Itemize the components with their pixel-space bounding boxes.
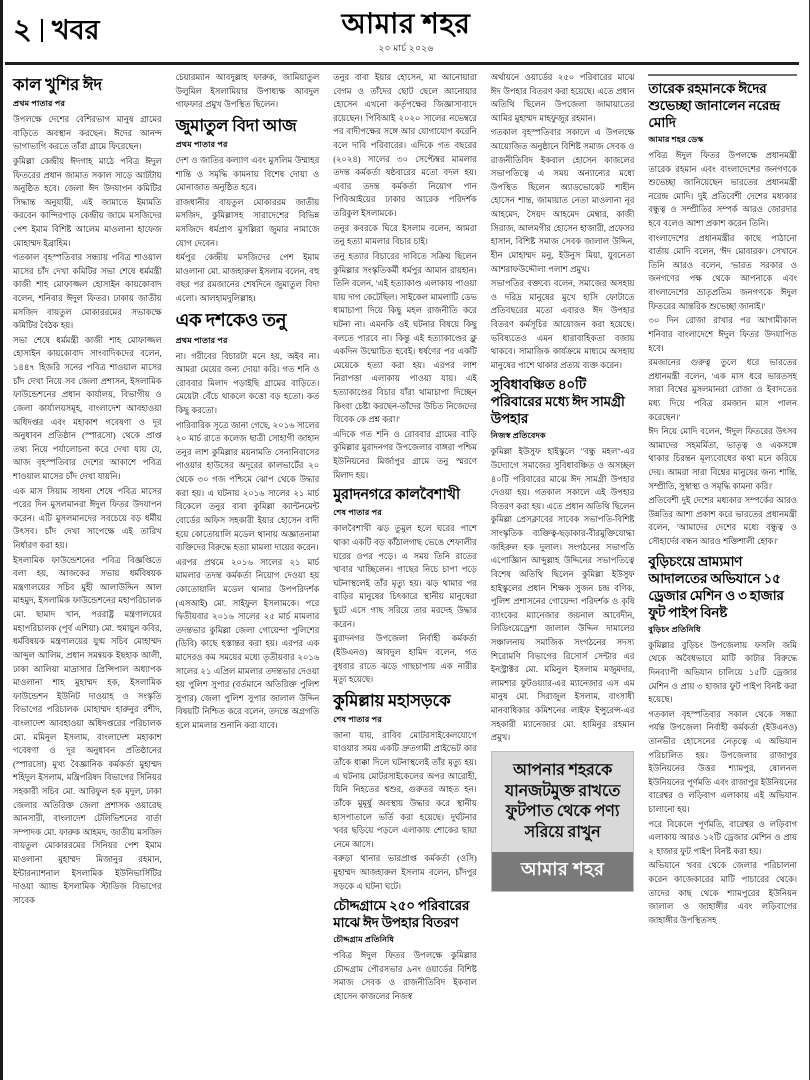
masthead-center bbox=[3, 10, 809, 56]
headline-subidhabonchito-40ti-poribar[interactable]: সুবিধাবঞ্চিত ৪০টি পরিবারের মধ্যে ঈদ সামগ্রী উপহার bbox=[490, 377, 625, 427]
article-paragraph: ৩০ দিন রোজা রাখার পর আগামীকাল শনিবার বাংলাদেশে ঈদুল ফিতর উদযাপিত হবে। bbox=[648, 316, 797, 353]
column-3 bbox=[326, 71, 484, 1067]
article-paragraph: এরপর প্রথমে ২০১৬ সালের ২১ মার্চ মামলার তদন্ত কর্মকর্তা নিয়োগ দেওয়া হয় কোতোয়ালি মডেল থানার উপপরিদর্শক (এসআই) মো. সাইফুল ইসলামকে। পরে দ্বিতীয়বার ২০১৬ সালের ২৫ মার্চ মামলার তদন্তভার কুমিল্লা জেলা গোয়েন্দা পুলিশের (ডিবি) কাছে হস্তান্তর করা হয়। এরপর এক মাসেরও কম সময়ের মধ্যে তৃতীয়বার ২০১৬ সালের ২১ এপ্রিল মামলার তদন্তভার দেওয়া হয় পুলিশ সুপার (বর্তমানে অতিরিক্ত পুলিশ সুপার) জেলা পুলিশ সুপার জালাল উদ্দিন বিষয়টি নিশ্চিত করে বলেন, তদন্তে অগ্রগতি হলে মামলার শুনানি করা যাবে। bbox=[175, 557, 320, 731]
kicker-continuation: শেষ পাতার পর bbox=[333, 508, 382, 518]
article-paragraph: জানা যায়, রাবিব মোটরসাইকেলযোগে যাওয়ার সময় একটি দ্রুতগামী প্রাইভেট কার তাঁকে ধাক্কা দিলে ঘটনাস্থলেই তাঁর মৃত্যু হয়। এ ঘটনায় মোটরসাইকেলের অপর আরোহী, যিনি নিহতের শ্বশুর, গুরুতর আহত হন। তাঁকে মুমূর্ষু অবস্থায় উদ্ধার করে স্থানীয় হাসপাতালে ভর্তি করা হয়েছে। দুর্ঘটনার খবর ছড়িয়ে পড়লে এলাকায় শোকের ছায়া নেমে আসে। bbox=[333, 730, 477, 849]
column-1 bbox=[11, 71, 169, 1067]
byline-amar-shohor-desk: আমার শহর ডেস্ক bbox=[648, 135, 704, 144]
article-paragraph: তনু হত্যার বিচারের দাবিতে সক্রিয় ছিলেন কুমিল্লার সংস্কৃতিকর্মী ধর্মপুর আমান রায়হান। তিনি বলেন, 'এই হত্যাকাণ্ড এলাকায় পাওয়া যায় দাগ কেটেছিল। সাইকেল মামলাটি ডেভ ধামাচাপা দিয়ে কিছু মহল রাজনীতি করে ঘটনা না। এমনকি ওই ঘটনার বিষয়ে কিছু বলতে পারবে না। কিন্তু এই হত্যাকাণ্ডের ক্লু একদিন উন্মোচিত হবেই। ধর্ষণের পর একটি মেয়েকে হত্যা করা হয়। এরপর লাশ নিরাপত্তা এলাকায় পাওয়া যায়। এই হত্যাকাণ্ডের বিচার যাঁরা থামাচাপা দিচ্ছেন কিংবা চেষ্টা করছেন-তাঁদের উচিত নিজেদের বিবেক কে প্রশ্ন করা।' bbox=[333, 251, 477, 425]
byline-burichong: বুড়িচং প্রতিনিধি bbox=[648, 624, 701, 634]
article-paragraph: সভাপতির বক্তব্যে বলেন, সমাজের অসহায় ও দরিদ্র মানুষের মুখে হাসি ফোটাতে প্রতিবছরের মতো এবারও ঈদ উপহার বিতরণ কর্মসূচির আয়োজন করা হয়েছে। ভবিষ্যতেও এমন ধারাবাহিকতা বজায় থাকবে। সামাজিক কার্যক্রমে মাধ্যমে অসহায় মানুষের পাশে থাকার প্রত্যয় ব্যক্ত করেন। bbox=[490, 279, 635, 370]
article-paragraph: এক মাস সিয়াম সাধনা শেষে পবিত্র মাসের পরের দিন মুসলমানরা ঈদুল ফিতর উদযাপন করেন। এটি মুসলমানদের সবচেয়ে বড় ধর্মীয় উৎসব। চাঁদ দেখা সাপেক্ষে এই তারিখ নির্ধারণ করা হয়। bbox=[13, 486, 162, 551]
article-paragraph: এদিকে গত শনি ও রোববার গ্রামের বাড়ি কুমিল্লার মুরাদনগর উপজেলার বাঙ্গরা পশ্চিম ইউনিয়নের মির্জাপুর গ্রামে তনু স্মরণে মিলাদ হয়। bbox=[333, 429, 477, 480]
article-paragraph: উপলক্ষে দেশের বেশিরভাগ মানুষ গ্রামের বাড়িতে অবস্থান করছেন। ঈদের আনন্দ ভাগাভাগি করতে তাঁরা গ্রামে ফিরেছেন। bbox=[13, 115, 162, 152]
article-paragraph: অভিযানে খবর থেকে জেলার পরিচালনা করেন কাজেকারের মাটি পাচারের থেকে। তাদের কাছ থেকে শ্যামপুরের ইউনিয়ন জালাল ও জাহাঙ্গীর এবং লড়িবাগের জাহাঙ্গীর উপস্থিতসহ bbox=[648, 861, 797, 925]
column-2 bbox=[169, 71, 327, 1067]
headline-jumatul-bida-aj[interactable]: জুমাতুল বিদা আজ bbox=[175, 115, 297, 135]
article-paragraph: প্রতিবেশী দুই দেশের মধ্যকার সম্পর্কের আরও উন্নতির আশা প্রকাশ করে ভারতের প্রধানমন্ত্রী বলেন, 'আমাদের দেশের মধ্যে বন্ধুত্ব ও সৌহার্দের বন্ধন আরও শক্তিশালী হোক।' bbox=[648, 496, 797, 547]
paper-title: আমার শহর bbox=[341, 9, 471, 40]
byline-nijoswo-protibedok: নিজস্ব প্রতিবেদক bbox=[490, 431, 546, 441]
column-4 bbox=[484, 71, 642, 1067]
kicker-continuation: প্রথম পাতার পর bbox=[13, 99, 66, 109]
kicker-continuation: শেষ পাতার পর bbox=[333, 714, 382, 724]
ad-line: সরিয়ে রাখুন bbox=[524, 824, 601, 842]
article-paragraph: কুমিল্লার বুড়িচং উপজেলায় ফসলি জমি থেকে অবৈধভাবে মাটি কাটার বিরুদ্ধে দিনব্যাপী অভিযান চালিয়ে ১৫টি ড্রেজার মেশিন ও প্রায় ৩ হাজার ফুট পাইপ বিনষ্ট করা হয়েছে। bbox=[648, 640, 797, 705]
ad-footer-brand: আমার শহর bbox=[492, 852, 634, 891]
article-paragraph: রমজানের গুরুত্ব তুলে ধরে ভারতের প্রধানমন্ত্রী বলেন, 'এক মাস ধরে ভারতসহ সারা বিশ্বের মুসলমানরা রোজা ও ইবাদতের মধ্য দিয়ে পবিত্র রমজান মাস পালন করেছেন।' bbox=[648, 358, 797, 422]
article-paragraph: ইসলামিক ফাউন্ডেশনের পবিত্র বিজ্ঞপ্তিতে বলা হয়, আজকের সভায় ধর্মবিষয়ক মন্ত্রণালয়ের সচিব মুহী আলাউদ্দিন আল মাহমুদ, ইসলামিক ফাউন্ডেশনের মহাপরিচালক মো. ছামাদ খান, পররাষ্ট্র মন্ত্রণালয়ের মহাপরিচালক (পূর্ব এশিয়া) মো. হুমায়ুন কবির, ধর্মবিষয়ক মন্ত্রণালয়ের যুগ্ম সচিব মোহাম্মদ আব্দুল আলিম, প্রধান সমন্বয়ক ইছহাক আলী, ঢাকা আলিয়া মাদ্রাসার প্রিন্সিপাল অধ্যাপক মাওলানা শাহ মুহাম্মদ হক, ইসলামিক ফাউন্ডেশন ইউনিট দাওয়াহ ও সংস্কৃতি বিভাগের পরিচালক মোহাম্মদ হারুনুর রশীদ, বাংলাদেশ আবহাওয়া অধিদপ্তরের পরিচালক মো. মমিনুল ইসলাম, বাংলাদেশ মহাকাশ গবেষণা ও দূর অনুধাবন প্রতিষ্ঠানের (স্পারসো) মুখ্য বৈজ্ঞানিক কর্মকর্তা মুহাম্মদ শহিদুল ইসলাম, মন্ত্রিপরিষদ বিভাগের সিনিয়র সহকারী সচিব মো. আরিফুল হক মৃদুল, ঢাকা জেলার অতিরিক্ত জেলা প্রশাসক ওয়ারেছ আনসারী, বাংলাদেশ টেলিভিশনের বার্তা সম্পাদক মো. ফারুক আহমদ, জাতীয় মসজিদ বায়তুল মোকাররমের সিনিয়র পেশ ইমাম মাওলানা মুহাম্মদ মিজানুর রহমান, ইন্টারন্যাশনাল ইসলামিক ইউনিভার্সিটির দাওয়া অ্যান্ড ইসলামিক স্টাডিজ বিভাগের সাবেক bbox=[13, 555, 162, 905]
article-paragraph: তনুর কবরকে ঘিরে ইসলাম বলেন, আমরা তনু হত্যা মামলার বিচার চাই। bbox=[333, 223, 477, 247]
article-paragraph: গতকাল বৃহস্পতিবার সন্ধ্যায় পবিত্র শাওয়াল মাসের চাঁদ দেখা কমিটির সভা শেষে ধর্মমন্ত্রী কাজী শাহ মোফাজ্জল হোসাইন কায়কোবাদ বলেন, শনিবার ঈদুল ফিতর। ঢাকায় জাতীয় মসজিদ বায়তুল মোকাররমের সভাকক্ষে কমিটির বৈঠক হয়। bbox=[13, 253, 162, 331]
article-paragraph: পরে বিকেলে পূর্ণমতি, বারেশ্বর ও লড়িবাগ এলাকায় আরও ১২টি ড্রেজার মেশিন ও প্রায় ২ হাজার ফুট পাইপ বিনষ্ট করা হয়। bbox=[648, 819, 797, 856]
ad-line: আপনার শহরকে bbox=[513, 761, 613, 779]
article-paragraph: অর্থায়নে ওয়ার্ডের ২৫০ পরিবারের মাঝে ঈদ উপহার বিতরণ করা হয়েছে। এতে প্রধান অতিথি ছিলেন উপজেলা জামায়াতের আমির মুহাম্মদ মাহফুজুর রহমান। bbox=[490, 73, 635, 123]
article-paragraph: মুরাদনগর উপজেলা নির্বাহী কর্মকর্তা (ইউএনও) আবদুল হামিদ বলেন, গত বুধবার রাতে ঝড়ে গাছচাপায় এক নারীর মৃত্যু হয়েছে। bbox=[333, 634, 477, 685]
section-name: খবর bbox=[51, 15, 100, 45]
article-paragraph: কালবৈশাখী ঝড় তুমুল হলে ঘরের পাশে থাকা একটি বড় কাঁঠালগাছ ভেঙে শেফালীর ঘরের ওপর পড়ে। এ সময় তিনি রাতের খাবার খাচ্ছিলেন। গাছের নিচে চাপা পড়ে ঘটনাস্থলেই তাঁর মৃত্যু হয়। ঝড় থামার পর বাড়ির মানুষের চিৎকারে স্থানীয় মানুষেরা ছুটে এসে গাছ সরিয়ে তার মরদেহ উদ্ধার করেন। bbox=[333, 524, 477, 629]
column-5 bbox=[641, 71, 799, 1067]
masthead bbox=[3, 0, 809, 62]
byline-chouddogram: চৌদ্দগ্রাম প্রতিনিধি bbox=[333, 935, 395, 945]
article-paragraph: না। গরীবের বিচারটা মনে হয়, অইব না। আমরা মেয়ের জন্য দোয়া করি। গত শনি ও রোববার মিলাদ পড়াইছি গ্রামের বাড়িতে। মেয়েটা বেঁচে থাকলে কত্তো বড় হতো। কত কিছু করতো। bbox=[175, 351, 320, 416]
article-paragraph: পারিবারিক সূত্রে জানা গেছে, ২০১৬ সালের ২০ মার্চ রাতে কলেজ ছাত্রী সোহাগী জাহান তনুর লাশ কুমিল্লার ময়নামতি সেনানিবাসের পাওয়ার হাউসের অদূরের কালভার্টের ২০ থেকে ৩০ গজ পশ্চিমে ঝোপ থেকে উদ্ধার করা হয়। এ ঘটনায় ২০১৬ সালের ২১ মার্চ বিকেলে তনুর বাবা কুমিল্লা ক্যান্টনমেন্ট বোর্ডের অফিস সহকারী ইয়ার হোসেন বাদী হয়ে কোতোয়ালি মডেল থানায় অজ্ঞাতনামা ব্যক্তিদের বিরুদ্ধে হত্যা মামলা দায়ের করেন। bbox=[175, 420, 320, 553]
ad-line: যানজটমুক্ত রাখতে bbox=[504, 782, 621, 800]
article-paragraph: পবিত্র ঈদুল ফিতর উপলক্ষে প্রধানমন্ত্রী তারেক রহমান এবং বাংলাদেশের জনগণকে শুভেচ্ছা জানিয়েছেন ভারতের প্রধানমন্ত্রী নরেন্দ্র মোদি। দুই প্রতিবেশী দেশের মধ্যকার বন্ধুত্ব ও সম্প্রীতির সম্পর্ক আরও জোরদার হবে বলেও আশা প্রকাশ করেন তিনি। bbox=[648, 151, 797, 229]
article-paragraph: কুমিল্লা ইউসুফ হাইস্কুলে "বন্ধু মহল"-এর উদ্যোগে সমাজের সুবিধাবঞ্চিত ও অসচ্ছল ৪০টি পরিবারের মাঝে ঈদ সামগ্রী উপহার দেওয়া হয়। গতকাল সকালে এই উপহার বিতরণ করা হয়। এতে প্রধান অতিথি ছিলেন কুমিল্লা প্রেসক্লাবের সাবেক সভাপতি-বিশিষ্ট সাংস্কৃতিক ব্যক্তিত্ব-ছড়াকার-বীরমুক্তিযোদ্ধা জহিরুল হক দুলাল। সংগঠনের সভাপতি এপোজ্ঞিান আব্দুল্লাহ উদ্দিনের সভাপতিত্বে বিশেষ অতিথি ছিলেন কুমিল্লা ইউসুফ হাইস্কুলের প্রধান শিক্ষক সুজন চন্দ্র বণিক, পুলিশ প্রশাসনের গোয়েন্দা পরিদর্শক ও কৃষি ব্যাংকের ম্যানেজার জয়নাল আবেদীন, লিডিংয়েড্রেশা জালাল উদ্দিন দামালের সঞ্চালনায় সমাজিক সংগঠনের সদস্য শিরোমণি বিভাগের রিসোর্স সেন্টার এর ইনস্ট্রাক্টর মো. মমিনুল ইসলাম মজুমদার, লামশার ফুটওয়্যার-এর ম্যানেজার এস এম মানুষ মো. সিরাজুল ইসলাম, বাংসাধী মানবাধিকার কমিশনের লাইফ ইন্সুরেন্স-এর সহকারী ম্যানেজার মো. হামিনুর রহমান প্রমুখ। bbox=[490, 447, 635, 743]
article-paragraph: ঈদ নিয়ে মোদি বলেন, 'ঈদুল ফিতরের উৎসব আমাদের সহমর্মিতা, ভাতৃত্ব ও একসঙ্গে থাকার চিরন্তন মূল্যবোধের কথা মনে করিয়ে দেয়। আমরা সারা বিশ্বের মানুষের জন্য শান্তি, সম্প্রীতি, সুস্বাস্থ্য ও সমৃদ্ধি কামনা করি।' bbox=[648, 427, 797, 491]
kicker-continuation: প্রথম পাতার পর bbox=[175, 139, 228, 149]
publication-date: ২০ মার্চ ২০২৬ bbox=[378, 43, 434, 54]
headline-ek-doshoke-o-tonu[interactable]: এক দশকেও তনু bbox=[175, 309, 287, 330]
article-paragraph: তনুর বাবা ইয়ার হোসেন, মা আনোয়ারা বেগম ও তাঁদের ছোট ছেলে আনোয়ার হোসেন এখনো কর্তৃপক্ষের জিজ্ঞাসাবাদে রয়েছেন। পিবিআই ২০২০ সালের নভেম্বরে পর বাদীপক্ষের সঙ্গে আর যোগাযোগ করেনি বলে দাবি পরিবারের। এদিকে গত বছরের (২০২৪) সালের ৩০ সেপ্টেম্বর মামলার তদন্ত কর্মকর্তা ষষ্ঠবারের মতো বদল হয়। এবার তদন্ত কর্মকর্তা নিয়োগ পান পিবিআইয়ের ঢাকার আরেক পরিদর্শক তরিকুল ইসলামকে। bbox=[333, 73, 477, 219]
article-paragraph: ধর্মপুর কেন্দ্রীয় মসজিদের পেশ ইমাম মাওলানা মো. মাজহারুল ইসলাম বলেন, বহু বছর পর রমজানের শেষদিনে জুমাতুল বিদা এলো। আলহামদুলিল্লাহ। bbox=[175, 253, 320, 304]
article-paragraph: বরুড়া থানার ভারপ্রাপ্ত কর্মকর্তা (ওসি) মুহাম্মদ আজহারুল ইসলাম বলেন, চাঁদপুর সড়কে এ ঘটনা ঘটে। bbox=[333, 854, 477, 891]
article-paragraph: গতকাল বৃহস্পতিবার সকাল থেকে সন্ধ্যা পর্যন্ত উপজেলা নির্বাহী কর্মকর্তা (ইউএনও) তানভীর হোসেনের নেতৃত্বে এ অভিযান পরিচালিত হয়। উপজেলার রাজাপুর ইউনিয়নের উত্তর শ্যামপুর, ষোলনল ইউনিয়নের পূর্ণমতি এবং রাজাপুর ইউনিয়নের বারেশ্বর ও লড়িবাগ এলাকায় এই অভিযান চালানো হয়। bbox=[648, 709, 797, 814]
columns-container bbox=[3, 65, 809, 1075]
article-paragraph: বাংলাদেশের প্রধানমন্ত্রীর কাছে পাঠানো বার্তায় মোদি বলেন, 'ঈদ মোবারক'। সেখানে তিনি আরও বলেন, 'ভারত সরকার ও জনগণের পক্ষ থেকে আপনাকে এবং বাংলাদেশের ভ্রাতৃপ্রতিম জনগণকে ঈদুল ফিতরের আন্তরিক শুভেচ্ছা জানাই।' bbox=[648, 233, 797, 311]
article-paragraph: পবিত্র ঈদুল ফিতর উপলক্ষে কুমিল্লার চৌদ্দগ্রাম পৌরসভার ৯নং ওয়ার্ডের বিশিষ্ট সমাজ সেবক ও রাজনীতিবিদ ইকবাল হোসেন কাজলের নিজস্ব bbox=[333, 951, 477, 1001]
headline-tarek-rahman-modi[interactable]: তারেক রহমানকে ঈদের শুভেচ্ছা জানালেন নরেন্দ্র মোদি bbox=[648, 81, 780, 130]
headline-muradnagore-kalboishakhi[interactable]: মুরাদনগরে কালবৈশাখী bbox=[333, 487, 460, 504]
folio-divider bbox=[41, 19, 43, 42]
article-paragraph: চেয়ারম্যান আবদুল্লাহ ফারুক, জামিয়াতুল উলুমিল ইসলামিয়ার উপাধ্যক্ষ আবদুল গাফফার প্রমুখ উপস্থিত ছিলেন। bbox=[175, 73, 320, 110]
article-paragraph: দেশ ও জাতির কল্যাণ এবং মুসলিম উম্মাহর শান্তি ও সমৃদ্ধি কামনায় বিশেষ দোয়া ও মোনাজাত অনুষ্ঠিত হবে। bbox=[175, 155, 320, 193]
page-folio bbox=[13, 16, 99, 45]
article-paragraph: কুমিল্লা কেন্দ্রীয় ঈদগাহ মাঠে পবিত্র ঈদুল ফিতরের প্রধান জামাত সকাল সাড়ে আটটায় অনুষ্ঠিত হবে। জেলা ঈদ উদযাপন কমিটির সিদ্ধান্ত অনুযায়ী, এই জামাতে ইমামতি করবেন কান্দিরপাড় কেন্দ্রীয় জামে মসজিদের পেশ ইমাম বিশিষ্ট আলেম মাওলানা হাফেজ মোহাম্মদ ইব্রাহিম। bbox=[13, 156, 162, 248]
column-top-rule bbox=[648, 74, 797, 76]
headline-comillay-mohasoroke[interactable]: কুমিল্লায় মহাসড়কে bbox=[333, 690, 451, 710]
advertisement-box[interactable] bbox=[491, 751, 635, 892]
article-paragraph: সভা শেষে ধর্মমন্ত্রী কাজী শাহ মোফাজ্জল হোসাইন কায়কোবাদ সাংবাদিকদের বলেন, ১৪৪৭ হিজরি সনের পবিত্র শাওয়াল মাসের চাঁদ দেখা নিয়ে সব জেলা প্রশাসন, ইসলামিক ফাউন্ডেশনের প্রধান কার্যালয়, বিভাগীয় ও জেলা কার্যালয়সমূহ, বাংলাদেশ আবহাওয়া অধিদপ্তর এবং মহাকাশ গবেষণা ও দূর অনুধাবন প্রতিষ্ঠান (স্পারসো) থেকে প্রাপ্ত তথ্য নিয়ে পর্যালোচনা করে দেখা যায় যে, আজ বৃহস্পতিবার দেশের আকাশে পবিত্র শাওয়াল মাসের চাঁদ দেখা যায়নি। bbox=[13, 335, 162, 481]
ad-line: ফুটপাত থেকে পণ্য bbox=[505, 803, 620, 821]
kicker-continuation: প্রথম পাতার পর bbox=[175, 335, 228, 345]
article-paragraph: রাজধানীর বায়তুল মোকাররম জাতীয় মসজিদ, কুমিল্লাসহ সারাদেশের বিভিন্ন মসজিদে ধর্মপ্রাণ মুসল্লিরা জুমার নামাজে যোগ দেবেন। bbox=[175, 197, 320, 248]
page-number: ২ bbox=[13, 14, 32, 46]
article-paragraph: গতকাল বৃহস্পতিবার সকালে এ উপলক্ষে আয়োজিত অনুষ্ঠানে বিশিষ্ট সমাজ সেবক ও রাজনীতিবিদ ইকবাল হোসেন কাজলের সভাপতিত্বে এ সময় অন্যান্যের মধ্যে উপস্থিত ছিলেন অ্যাডভোকেট শাহীন হোসেন শান্ত, জামায়াত নেতা মাওলানা নূর আহমেদ, সৈয়দ আহমেদ মেম্বার, কাজী সিরাজ, আলমগীর হোসেন হাজারী, প্রফেসর হাসান, বিশিষ্ট সমাজ সেবক জালাল উদ্দিন, হীন মোহাম্মদ মনু, ইউনুস মিয়া, যুবনেতা আশরাফউদ্দৌলা পলাশ প্রমুখ। bbox=[490, 128, 635, 274]
headline-chouddogram-eid-upohar[interactable]: চৌদ্দগ্রামে ২৫০ পরিবারের মাঝে ঈদ উপহার বিতরণ bbox=[333, 898, 470, 931]
headline-kal-khushir-eid[interactable]: কাল খুশির ঈদ bbox=[13, 75, 102, 94]
headline-burichonge-vramyoman-adalot[interactable]: বুড়িচংয়ে ভ্রাম্যমাণ আদালতের অভিযানে ১৫ ড্রেজার মেশিন ও ৩ হাজার ফুট পাইপ বিনষ্ট bbox=[648, 553, 784, 620]
